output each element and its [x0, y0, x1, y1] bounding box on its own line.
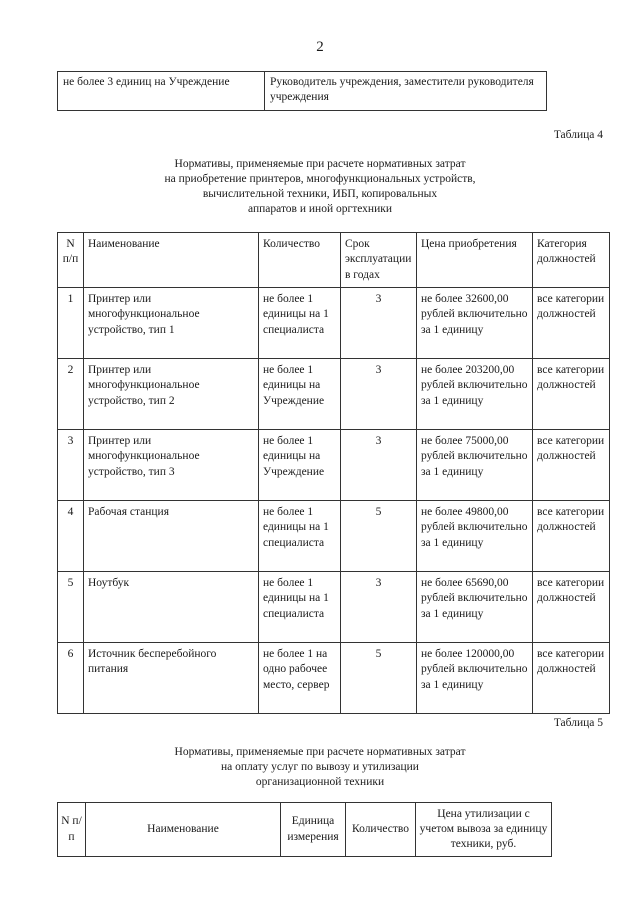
cell-quantity: не более 1 единицы на Учреждение	[259, 430, 341, 501]
table-row	[58, 359, 610, 430]
cell-term: 3	[341, 359, 417, 430]
cell-name: Принтер или многофункциональное устройство, тип 2	[84, 359, 259, 430]
header-category: Категория должностей	[533, 233, 610, 288]
cell-quantity: не более 1 единицы на 1 специалиста	[259, 288, 341, 359]
header-quantity: Количество	[346, 803, 416, 857]
cell-price: не более 75000,00 рублей включительно за 1 единицу	[417, 430, 533, 501]
table4-header-row	[58, 233, 610, 288]
page-number: 2	[316, 39, 324, 55]
cell-term: 3	[341, 572, 417, 643]
cell-name: Принтер или многофункциональное устройство, тип 1	[84, 288, 259, 359]
cell-no: 5	[58, 572, 84, 643]
cell-name: Источник бесперебойного питания	[84, 643, 259, 714]
cell-category: все категории должностей	[533, 288, 610, 359]
table4	[57, 232, 610, 714]
cell-category: все категории должностей	[533, 572, 610, 643]
cell-price: не более 49800,00 рублей включительно за 1 единицу	[417, 501, 533, 572]
table5	[57, 802, 552, 857]
table4-caption: Таблица 4	[553, 129, 603, 141]
header-name: Наименование	[84, 233, 259, 288]
table-row	[58, 572, 610, 643]
table4-heading-line: Нормативы, применяемые при расчете нормативных затрат	[174, 158, 466, 170]
header-unit: Единица измерения	[281, 803, 346, 857]
cell-name: Принтер или многофункциональное устройство, тип 3	[84, 430, 259, 501]
cell-term: 3	[341, 430, 417, 501]
cell-category: все категории должностей	[533, 430, 610, 501]
table5-heading-line: организационной техники	[255, 776, 385, 788]
cell-no: 6	[58, 643, 84, 714]
table4-heading-line: аппаратов и иной оргтехники	[248, 203, 392, 215]
cell-no: 3	[58, 430, 84, 501]
cell-quantity: не более 1 на одно рабочее место, сервер	[259, 643, 341, 714]
table-row	[58, 72, 547, 111]
cell-name: Ноутбук	[84, 572, 259, 643]
table4-heading-line: вычислительной техники, ИБП, копировальных	[202, 188, 438, 200]
cell-category: все категории должностей	[533, 501, 610, 572]
cell-price: не более 32600,00 рублей включительно за 1 единицу	[417, 288, 533, 359]
table5-heading-line: Нормативы, применяемые при расчете нормативных затрат	[174, 746, 466, 758]
cell-category: все категории должностей	[533, 643, 610, 714]
table5-heading-line: на оплату услуг по вывозу и утилизации	[221, 761, 419, 773]
table5-heading	[0, 745, 640, 790]
table-row	[58, 643, 610, 714]
cell-category: все категории должностей	[533, 359, 610, 430]
continuation-positions-cell: Руководитель учреждения, заместители руководителя учреждения	[265, 72, 547, 111]
table4-heading-line: на приобретение принтеров, многофункциональных устройств,	[164, 173, 476, 185]
table5-caption: Таблица 5	[553, 717, 603, 729]
cell-no: 4	[58, 501, 84, 572]
cell-term: 5	[341, 643, 417, 714]
table-row	[58, 430, 610, 501]
header-name: Наименование	[86, 803, 281, 857]
header-price: Цена приобретения	[417, 233, 533, 288]
cell-term: 5	[341, 501, 417, 572]
table5-header-row	[58, 803, 552, 857]
cell-quantity: не более 1 единицы на Учреждение	[259, 359, 341, 430]
header-price: Цена утилизации с учетом вывоза за единицу техники, руб.	[416, 803, 552, 857]
continuation-table	[57, 71, 547, 111]
cell-name: Рабочая станция	[84, 501, 259, 572]
cell-term: 3	[341, 288, 417, 359]
header-no: N п/п	[58, 233, 84, 288]
cell-price: не более 120000,00 рублей включительно за 1 единицу	[417, 643, 533, 714]
header-quantity: Количество	[259, 233, 341, 288]
header-no: N п/п	[58, 803, 86, 857]
continuation-quantity-cell: не более 3 единиц на Учреждение	[58, 72, 265, 111]
cell-no: 2	[58, 359, 84, 430]
table4-heading	[0, 157, 640, 217]
cell-quantity: не более 1 единицы на 1 специалиста	[259, 572, 341, 643]
header-term: Срок эксплуатации в годах	[341, 233, 417, 288]
table-row	[58, 501, 610, 572]
table-row	[58, 288, 610, 359]
cell-quantity: не более 1 единицы на 1 специалиста	[259, 501, 341, 572]
cell-price: не более 203200,00 рублей включительно за 1 единицу	[417, 359, 533, 430]
cell-no: 1	[58, 288, 84, 359]
cell-price: не более 65690,00 рублей включительно за 1 единицу	[417, 572, 533, 643]
